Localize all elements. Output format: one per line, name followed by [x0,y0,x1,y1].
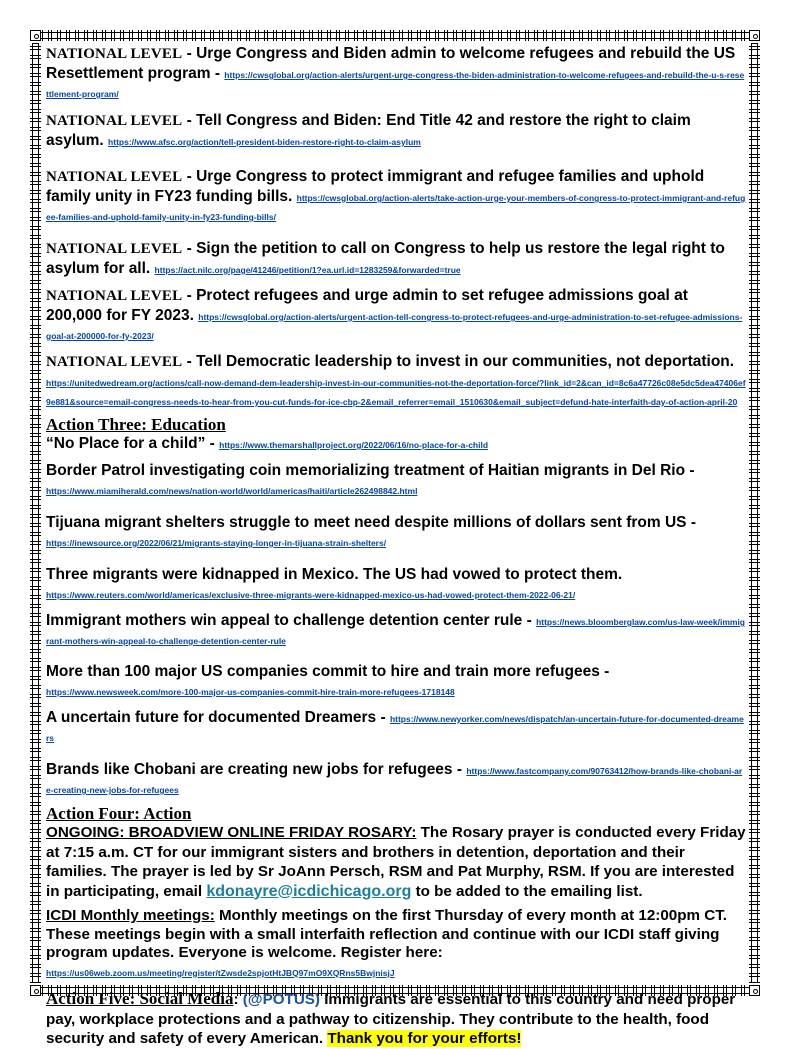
border-corner [30,30,41,41]
rosary-text-end: to be added to the emailing list. [411,882,643,900]
article-title: Immigrant mothers win appeal to challenge detention center rule - [46,612,532,629]
national-item-link[interactable]: https://cwsglobal.org/action-alerts/urgent-urge-congress-the-biden-administration-to-welcome-refugees-and-rebuild-the-u-s-resettlement-program/ [46,70,745,99]
article-title: More than 100 major US companies commit to hire and train more refugees - [46,663,610,680]
article-link[interactable]: https://www.reuters.com/world/americas/exclusive-three-migrants-were-kidnapped-mexico-us-had-vowed-protect-them-2022-06-21/ [46,590,576,600]
article-link[interactable]: https://www.fastcompany.com/90763412/how-brands-like-chobani-are-creating-new-jobs-for-refugees [46,766,743,795]
potus-handle: (@POTUS) [242,991,320,1008]
national-item-link[interactable]: https://www.afsc.org/action/tell-president-biden-restore-right-to-claim-asylum [108,137,421,147]
article-title: “No Place for a child” - [46,435,215,452]
national-item-text: Tell Democratic leadership to invest in our communities, not deportation. [196,353,735,370]
article-title: Three migrants were kidnapped in Mexico. The US had vowed to protect them. [46,566,623,583]
national-item-text: Protect refugees and urge admin to set refugee admissions goal at 200,000 for FY 2023. [46,287,688,324]
rosary-label: ONGOING: BROADVIEW ONLINE FRIDAY ROSARY: [46,824,417,841]
icdi-text: Monthly meetings on the first Thursday of every month at 12:00pm CT. These meetings begin with a small interfaith reflection and continue with our ICDI staff giving program updates. Everyone is welcome. Register here: [46,907,728,961]
section-title-action: Action Four: Action [46,804,192,823]
rosary-paragraph [46,823,746,901]
article-title: A uncertain future for documented Dreamers - [46,709,386,726]
national-item-link[interactable]: https://unitedwedream.org/actions/call-now-demand-dem-leadership-invest-in-our-communities-not-the-deportation-force/?link_id=2&can_id=8c6a47726c08e5dc5dea47406ef9e881&source=email-congress-needs-to-hear-from-you-cut-funds-for-ice-cbp-2&email_referrer=email_1510630&email_subject=defund-hate-interfaith-day-of-action-april-20 [46,378,746,407]
article-title: Border Patrol investigating coin memorializing treatment of Haitian migrants in Del Rio - [46,462,695,479]
article-item [46,611,746,649]
document-body [46,42,746,1049]
article-item [46,662,746,700]
national-level-label: NATIONAL LEVEL [46,241,183,257]
national-level-label: NATIONAL LEVEL [46,288,183,304]
national-item-link[interactable]: https://act.nilc.org/page/41246/petition/1?ea.url.id=1283259&forwarded=true [154,265,461,275]
icdi-register-link[interactable]: https://us06web.zoom.us/meeting/register/tZwsde2spjotHtJBQ97mO9XQRns5BwjnisjJ [46,967,395,978]
article-link[interactable]: https://news.bloomberglaw.com/us-law-week/immigrant-mothers-win-appeal-to-challenge-detention-center-rule [46,617,745,646]
border-corner [30,985,41,996]
national-item-text: Urge Congress and Biden admin to welcome refugees and rebuild the US Resettlement program - [46,45,736,82]
article-link[interactable]: https://www.newsweek.com/more-100-major-us-companies-commit-hire-train-more-refugees-1718148 [46,687,455,697]
border-corner [749,30,760,41]
section-title-social: Action Five: Social Media [46,989,234,1008]
rosary-email-link[interactable]: kdonayre@icdichicago.org [206,882,412,900]
article-item [46,513,746,551]
national-item: NATIONAL LEVEL - Sign the petition to call on Congress to help us restore the legal right to asylum for all. https://act.nilc.org/page/41246/petition/1?ea.url.id=1283259&forwarded=true [46,240,725,277]
border-left [30,41,41,985]
border-top [30,30,760,41]
border-right [749,41,760,985]
icdi-paragraph [46,907,746,981]
article-title: Brands like Chobani are creating new jobs for refugees - [46,761,463,778]
national-item: NATIONAL LEVEL - Tell Democratic leadership to invest in our communities, not deportation. https://unitedwedream.org/actions/call-now-demand-dem-leadership-invest-in-our-communities-not-the-deportation-force/?link_id=2&can_id=8c6a47726c08e5dc5dea47406ef9e881&source=email-congress-needs-to-hear-from-you-cut-funds-for-ice-cbp-2&email_referrer=email_1510630&email_subject=defund-hate-interfaith-day-of-action-april-20 [46,353,746,407]
national-level-label: NATIONAL LEVEL [46,169,183,185]
section-title-education: Action Three: Education [46,415,226,434]
article-item [46,708,746,746]
national-item-link[interactable]: https://cwsglobal.org/action-alerts/take-action-urge-your-members-of-congress-to-protect-immigrant-and-refugee-families-and-uphold-family-unity-in-fy23-funding-bills/ [46,193,746,222]
national-item: NATIONAL LEVEL - Urge Congress to protect immigrant and refugee families and uphold family unity in FY23 funding bills. https://cwsglobal.org/action-alerts/take-action-urge-your-members-of-congress-to-protect-immigrant-and-refugee-families-and-uphold-family-unity-in-fy23-funding-bills/ [46,168,746,222]
article-link[interactable]: https://inewsource.org/2022/06/21/migrants-staying-longer-in-tijuana-strain-shelters/ [46,538,387,548]
article-item [46,461,746,499]
article-link[interactable]: https://www.themarshallproject.org/2022/06/16/no-place-for-a-child [219,440,489,450]
icdi-label: ICDI Monthly meetings: [46,907,215,924]
article-link[interactable]: https://www.newyorker.com/news/dispatch/an-uncertain-future-for-documented-dreamers [46,714,744,743]
national-item-link[interactable]: https://cwsglobal.org/action-alerts/urgent-action-tell-congress-to-protect-refugees-and-urge-administration-to-set-refugee-admissions-goal-at-200000-for-fy-2023/ [46,312,743,341]
border-corner [749,985,760,996]
national-level-label: NATIONAL LEVEL [46,113,183,129]
social-text: Immigrants are essential to this country and need proper pay, workplace protections and a pathway to citizenship. They contribute to the health, food security and safety of every American. [46,991,736,1047]
article-item [46,565,746,603]
thanks-highlight: Thank you for your efforts! [327,1030,522,1047]
article-item [46,760,746,798]
national-item: NATIONAL LEVEL - Urge Congress and Biden admin to welcome refugees and rebuild the US Resettlement program - https://cwsglobal.org/action-alerts/urgent-urge-congress-the-biden-administration-to-welcome-refugees-and-rebuild-the-u-s-resettlement-program/ [46,45,745,99]
national-item-text: Tell Congress and Biden: End Title 42 and restore the right to claim asylum. [46,112,691,149]
national-level-label: NATIONAL LEVEL [46,354,183,370]
social-media-paragraph: Action Five: Social Media: (@POTUS) Immigrants are essential to this country and need proper pay, workplace protections and a pathway to citizenship. They contribute to the health, food security and safety of every American. Thank you for your efforts! [46,989,736,1047]
national-item-text: Sign the petition to call on Congress to help us restore the legal right to asylum for all. [46,240,725,277]
national-item: NATIONAL LEVEL - Protect refugees and urge admin to set refugee admissions goal at 200,000 for FY 2023. https://cwsglobal.org/action-alerts/urgent-action-tell-congress-to-protect-refugees-and-urge-administration-to-set-refugee-admissions-goal-at-200000-for-fy-2023/ [46,287,743,341]
national-level-label: NATIONAL LEVEL [46,46,183,62]
national-item-text: Urge Congress to protect immigrant and refugee families and uphold family unity in FY23 funding bills. [46,168,705,205]
rosary-text: The Rosary prayer is conducted every Friday at 7:15 a.m. CT for our immigrant sisters and brothers in detention, deportation and their families. The prayer is led by Sr JoAnn Persch, RSM and Pat Murphy, RSM. If you are interested in participating, email [46,824,746,900]
article-link[interactable]: https://www.miamiherald.com/news/nation-world/world/americas/haiti/article262498842.html [46,486,418,496]
article-title: Tijuana migrant shelters struggle to meet need despite millions of dollars sent from US - [46,514,696,531]
article-item [46,434,746,453]
national-item: NATIONAL LEVEL - Tell Congress and Biden: End Title 42 and restore the right to claim asylum. https://www.afsc.org/action/tell-president-biden-restore-right-to-claim-asylum [46,112,691,149]
